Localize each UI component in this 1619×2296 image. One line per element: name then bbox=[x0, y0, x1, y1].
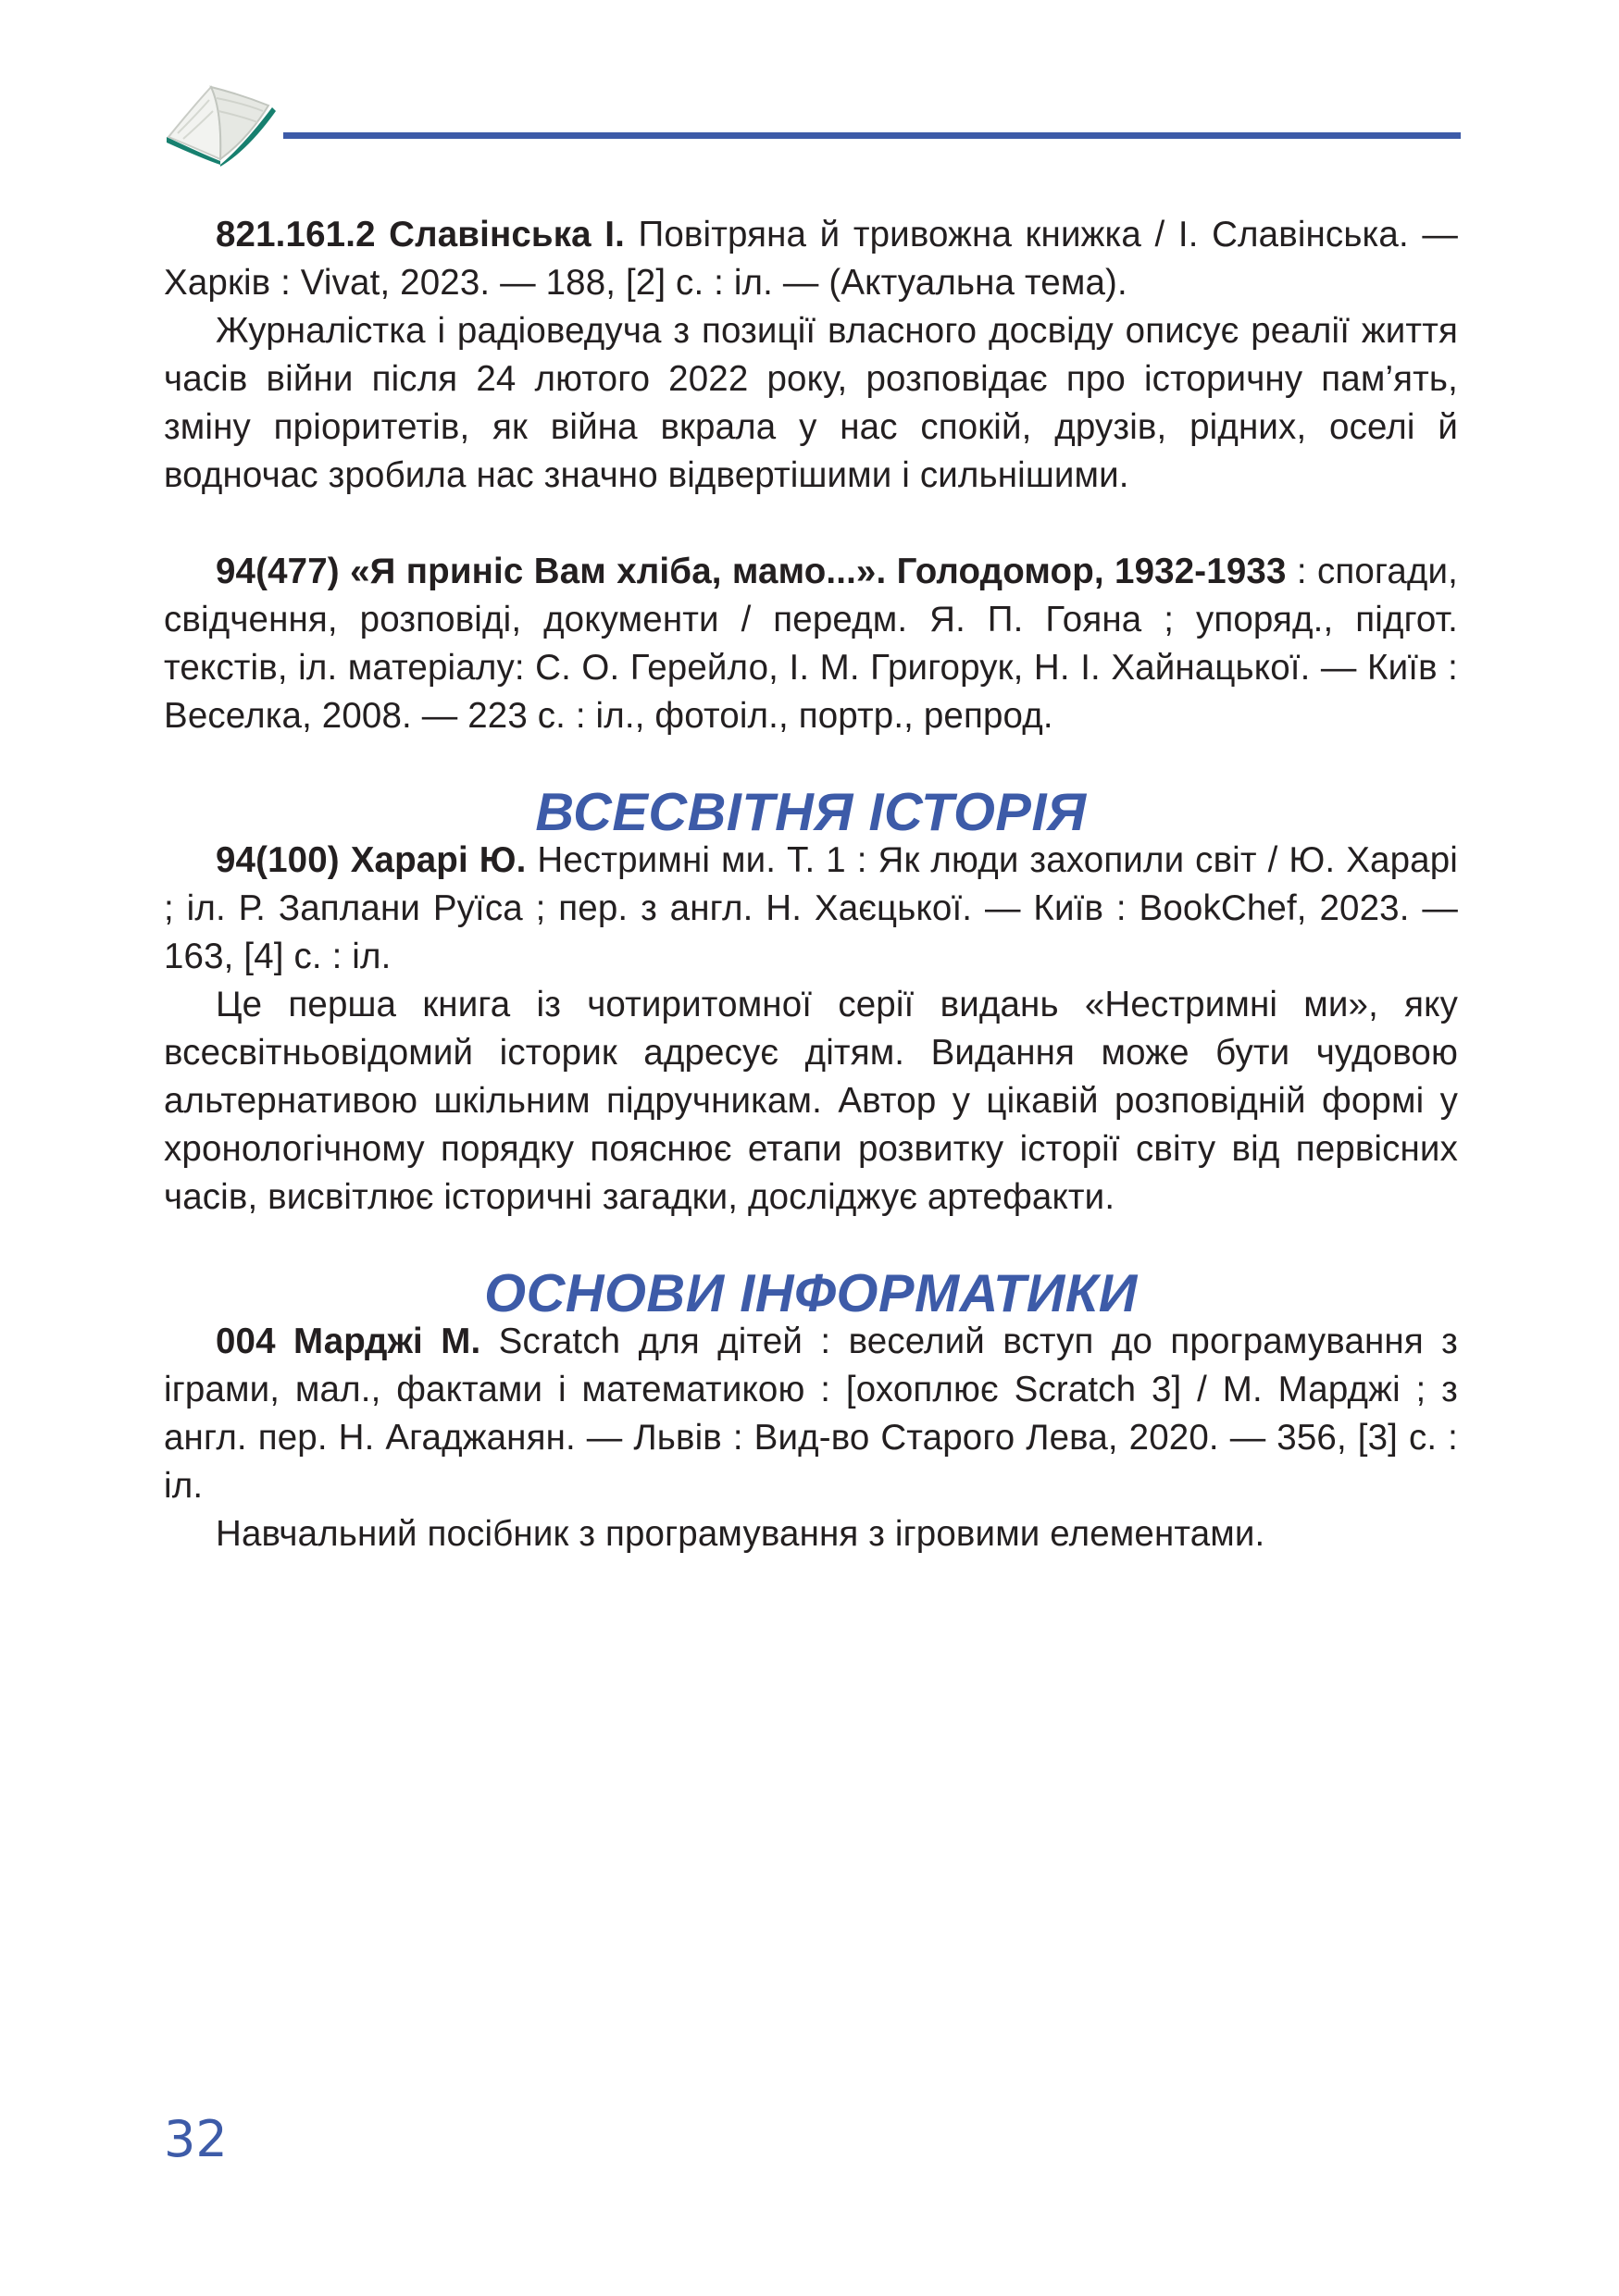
entry-citation bbox=[164, 1318, 1458, 1510]
bibliography-entry bbox=[164, 837, 1458, 1222]
entry-reference: 94(477) «Я приніс Вам хліба, мамо...». Голодомор, 1932-1933 bbox=[216, 552, 1287, 591]
bibliography-entry bbox=[164, 548, 1458, 740]
entry-citation bbox=[164, 548, 1458, 740]
entry-reference: 94(100) Харарі Ю. bbox=[216, 840, 527, 880]
entry-citation bbox=[164, 837, 1458, 981]
entry-citation-text: Повітряна й тривожна книжка / І. Славінська. — Харків : Vivat, 2023. — 188, [2] с. : іл. — (Актуальна тема). bbox=[164, 215, 1458, 303]
section-heading: ОСНОВИ ІНФОРМАТИКИ bbox=[484, 1264, 1138, 1323]
entry-citation-text: Нестримні ми. Т. 1 : Як люди захопили світ / Ю. Харарі ; іл. Р. Заплани Руїса ; пер. з англ. Н. Хаєцької. — Київ : BookChef, 2023. — 163, [4] с. : іл. bbox=[164, 840, 1459, 976]
bibliography-entry bbox=[164, 1318, 1458, 1558]
entry-reference: 004 Марджі М. bbox=[216, 1322, 481, 1361]
entry-annotation: Журналістка і радіоведуча з позиції власного досвіду описує реалії життя часів війни після 24 лютого 2022 року, розповідає про історичну пам’ять, зміну пріоритетів, як війна вкрала у нас спокій, друзів, рідних, оселі й водночас зробила нас значно відвертішими і сильнішими. bbox=[164, 311, 1458, 495]
entry-annotation: Це перша книга із чотиритомної серії видань «Нестримні ми», яку всесвітньовідомий історик адресує дітям. Видання може бути чудовою альтернативою шкільним підручникам. Автор у цікавій розповідній формі у хронологічному порядку пояснює етапи розвитку історії світу від первісних часів, висвітлює історичні загадки, досліджує артефакти. bbox=[164, 985, 1458, 1217]
entry-annotation: Навчальний посібник з програмування з ігровими елементами. bbox=[216, 1514, 1265, 1554]
entry-reference: 821.161.2 Славінська І. bbox=[216, 215, 625, 254]
entry-citation-text: : спогади, свідчення, розповіді, документи / передм. Я. П. Гояна ; упоряд., підгот. текстів, іл. матеріалу: С. О. Герейло, І. М. Григорук, Н. І. Хайнацької. — Київ : Веселка, 2008. — 223 с. : іл., фотоіл., портр., репрод. bbox=[164, 552, 1458, 736]
bibliography-list bbox=[164, 211, 1458, 1558]
header-rule bbox=[283, 132, 1461, 139]
page-number: 32 bbox=[164, 2110, 228, 2168]
open-book-icon bbox=[156, 70, 281, 168]
entry-citation-text: Scratch для дітей : веселий вступ до програмування з іграми, мал., фактами і математикою : [охоплює Scratch 3] / М. Марджі ; з англ. пер. Н. Агаджанян. — Львів : Вид-во Старого Лева, 2020. — 356, [3] с. : іл. bbox=[164, 1322, 1458, 1506]
section-heading: ВСЕСВІТНЯ ІСТОРІЯ bbox=[535, 783, 1087, 842]
entry-citation bbox=[164, 211, 1458, 307]
bibliography-entry bbox=[164, 211, 1458, 500]
